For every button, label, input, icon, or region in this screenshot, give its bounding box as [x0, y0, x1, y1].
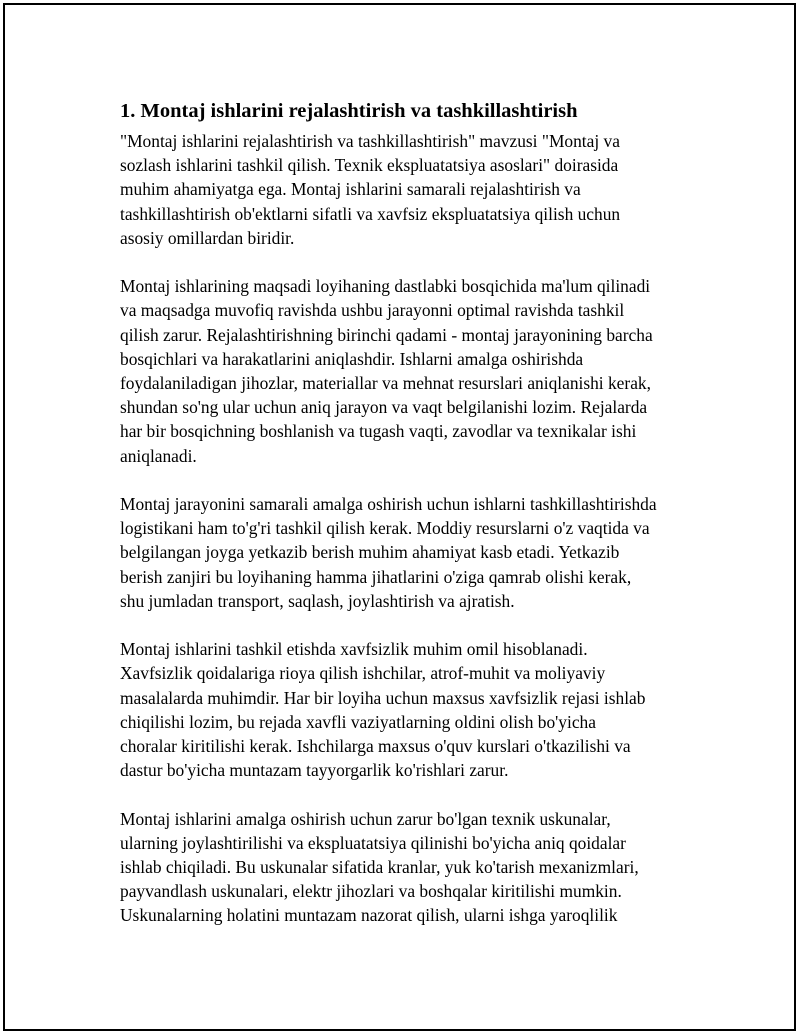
text-line: har bir bosqichning boshlanish va tugash vaqti, zavodlar va texnikalar ishi	[120, 421, 637, 442]
text-line: muhim ahamiyatga ega. Montaj ishlarini samarali rejalashtirish va	[120, 179, 581, 200]
text-line: qilish zarur. Rejalashtirishning birinchi qadami - montaj jarayonining barcha	[120, 324, 653, 345]
text-line: Xavfsizlik qoidalariga rioya qilish ishchilar, atrof-muhit va moliyaviy	[120, 663, 606, 684]
text-line: va maqsadga muvofiq ravishda ushbu jarayonni optimal ravishda tashkil	[120, 300, 625, 321]
text-line: Montaj ishlarini amalga oshirish uchun zarur bo'lgan texnik uskunalar,	[120, 808, 611, 829]
text-line: tashkillashtirish ob'ektlarni sifatli va xavfsiz ekspluatatsiya qilish uchun	[120, 203, 621, 224]
text-line: shundan so'ng ular uchun aniq jarayon va vaqt belgilanishi lozim. Rejalarda	[120, 397, 648, 418]
paragraph-logistics	[120, 492, 700, 613]
document-body	[120, 97, 700, 928]
text-line: dastur bo'yicha muntazam tayyorgarlik ko'rishlari zarur.	[120, 760, 509, 781]
text-line: Montaj ishlarining maqsadi loyihaning dastlabki bosqichida ma'lum qilinadi	[120, 276, 651, 297]
section-heading: 1. Montaj ishlarini rejalashtirish va tashkillashtirish	[120, 100, 578, 122]
text-line: ishlab chiqiladi. Bu uskunalar sifatida kranlar, yuk ko'tarish mexanizmlari,	[120, 857, 639, 878]
text-line: chiqilishi lozim, bu rejada xavfli vaziyatlarning oldini olish bo'yicha	[120, 711, 596, 732]
text-line: payvandlash uskunalari, elektr jihozlari va boshqalar kiritilishi mumkin.	[120, 881, 622, 902]
text-line: logistikani ham to'g'ri tashkil qilish kerak. Moddiy resurslarni o'z vaqtida va	[120, 518, 650, 539]
paragraph-equipment	[120, 807, 700, 928]
paragraph-safety	[120, 637, 700, 782]
text-line: sozlash ishlarini tashkil qilish. Texnik ekspluatatsiya asoslari" doirasida	[120, 155, 619, 176]
paragraph-intro	[120, 129, 700, 250]
text-line: masalalarda muhimdir. Har bir loyiha uchun maxsus xavfsizlik rejasi ishlab	[120, 687, 646, 708]
text-line: ularning joylashtirilishi va ekspluatatsiya qilinishi bo'yicha aniq qoidalar	[120, 832, 626, 853]
text-line: asosiy omillardan biridir.	[120, 227, 295, 248]
document-page	[3, 3, 796, 1031]
text-line: Uskunalarning holatini muntazam nazorat qilish, ularni ishga yaroqlilik	[120, 905, 618, 926]
text-line: bosqichlari va harakatlarini aniqlashdir. Ishlarni amalga oshirishda	[120, 348, 584, 369]
text-line: aniqlanadi.	[120, 445, 197, 466]
text-line: choralar kiritilishi kerak. Ishchilarga maxsus o'quv kurslari o'tkazilishi va	[120, 736, 631, 757]
text-line: belgilangan joyga yetkazib berish muhim ahamiyat kasb etadi. Yetkazib	[120, 542, 620, 563]
text-line: shu jumladan transport, saqlash, joylashtirish va ajratish.	[120, 590, 515, 611]
text-line: Montaj ishlarini tashkil etishda xavfsizlik muhim omil hisoblanadi.	[120, 639, 588, 660]
text-line: foydalaniladigan jihozlar, materiallar va mehnat resurslari aniqlanishi kerak,	[120, 373, 651, 394]
text-line: Montaj jarayonini samarali amalga oshirish uchun ishlarni tashkillashtirishda	[120, 494, 657, 515]
text-line: berish zanjiri bu loyihaning hamma jihatlarini o'ziga qamrab olishi kerak,	[120, 566, 632, 587]
text-line: "Montaj ishlarini rejalashtirish va tashkillashtirish" mavzusi "Montaj va	[120, 131, 620, 151]
paragraph-goals	[120, 274, 700, 468]
